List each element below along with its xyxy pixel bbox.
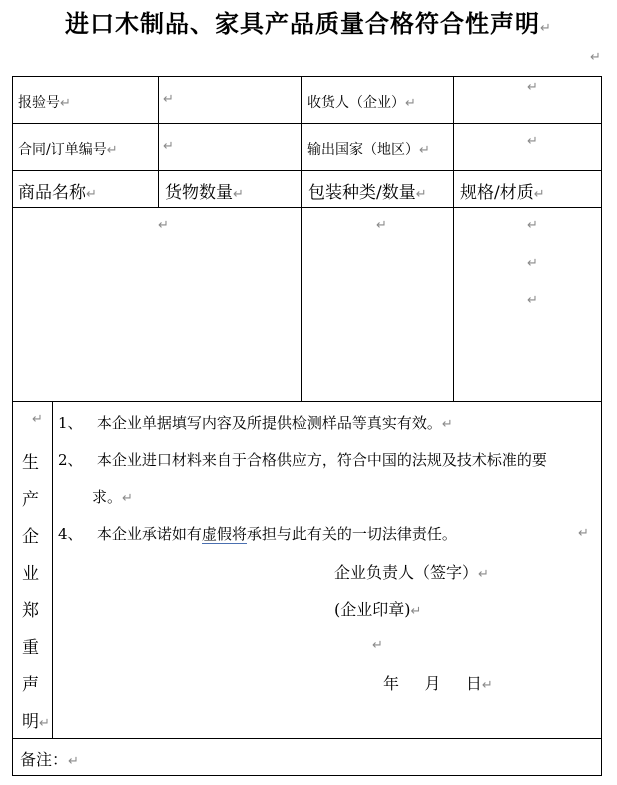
table-border-right xyxy=(601,76,602,776)
document-title xyxy=(0,4,617,39)
table-col-divider xyxy=(301,76,302,402)
product-details-field[interactable]: ↵ xyxy=(158,218,169,233)
remarks-label: 备注：↵ xyxy=(20,750,79,769)
paragraph-mark-icon: ↵ xyxy=(32,412,43,427)
spec-field[interactable]: ↵ xyxy=(527,218,538,233)
table-row-divider xyxy=(12,123,602,124)
declaration-item-4: 4、 本企业承诺如有虚假将承担与此有关的一切法律责任。 xyxy=(58,525,457,543)
declaration-item-2: 2、 本企业进口材料来自于合格供应方，符合中国的法规及技术标准的要 xyxy=(58,451,547,469)
paragraph-mark-icon: ↵ xyxy=(527,293,538,308)
contract-number-label: 合同/订单编号↵ xyxy=(18,142,118,158)
underlined-phrase: 虚假将 xyxy=(201,525,247,543)
declaration-item-1: 1、 本企业单据填写内容及所提供检测样品等真实有效。↵ xyxy=(58,414,453,432)
packaging-field[interactable]: ↵ xyxy=(376,218,387,233)
side-label-char: 业 xyxy=(22,564,39,584)
remarks-field[interactable] xyxy=(80,744,595,772)
declaration-item-2-continued: 求。↵ xyxy=(92,488,133,506)
paragraph-mark-icon: ↵ xyxy=(590,50,601,65)
table-col-divider xyxy=(453,76,454,402)
paragraph-mark-icon: ↵ xyxy=(527,256,538,271)
signature-date: 年 月 日↵ xyxy=(383,674,493,693)
table-col-divider xyxy=(52,401,53,739)
table-border-top xyxy=(12,76,602,77)
company-seal: (企业印章)↵ xyxy=(334,600,422,619)
table-border-bottom xyxy=(12,775,602,776)
side-label-char: 产 xyxy=(22,490,39,510)
export-country-label: 输出国家（地区）↵ xyxy=(307,142,430,158)
inspection-number-label: 报验号↵ xyxy=(18,95,71,111)
responsible-person-signature: 企业负责人（签字）↵ xyxy=(334,563,489,582)
packaging-header: 包装种类/数量↵ xyxy=(308,183,427,203)
export-country-field[interactable]: ↵ xyxy=(527,134,538,149)
consignee-field[interactable]: ↵ xyxy=(527,80,538,95)
paragraph-mark-icon: ↵ xyxy=(372,638,383,653)
side-label-char: 声 xyxy=(22,675,39,695)
paragraph-mark-icon: ↵ xyxy=(578,526,589,541)
side-label-char: 郑 xyxy=(22,601,39,621)
product-name-header: 商品名称↵ xyxy=(18,183,97,203)
inspection-number-field[interactable]: ↵ xyxy=(163,92,174,107)
table-row-divider xyxy=(12,401,602,402)
spec-material-header: 规格/材质↵ xyxy=(460,183,545,203)
side-label-char: 重 xyxy=(22,638,39,658)
paragraph-mark-icon: ↵ xyxy=(540,21,552,36)
side-label-char: 生 xyxy=(22,453,39,473)
table-row-divider xyxy=(12,207,602,208)
table-row-divider xyxy=(12,738,602,739)
contract-number-field[interactable]: ↵ xyxy=(163,139,174,154)
quantity-header: 货物数量↵ xyxy=(165,183,244,203)
consignee-label: 收货人（企业）↵ xyxy=(307,95,416,111)
table-col-divider xyxy=(158,76,159,208)
title-text: 进口木制品、家具产品质量合格符合性声明 xyxy=(65,9,541,38)
side-label-char: 企 xyxy=(22,527,39,547)
table-border-left xyxy=(12,76,13,776)
side-label-char: 明↵ xyxy=(22,712,50,732)
table-row-divider xyxy=(12,170,602,171)
